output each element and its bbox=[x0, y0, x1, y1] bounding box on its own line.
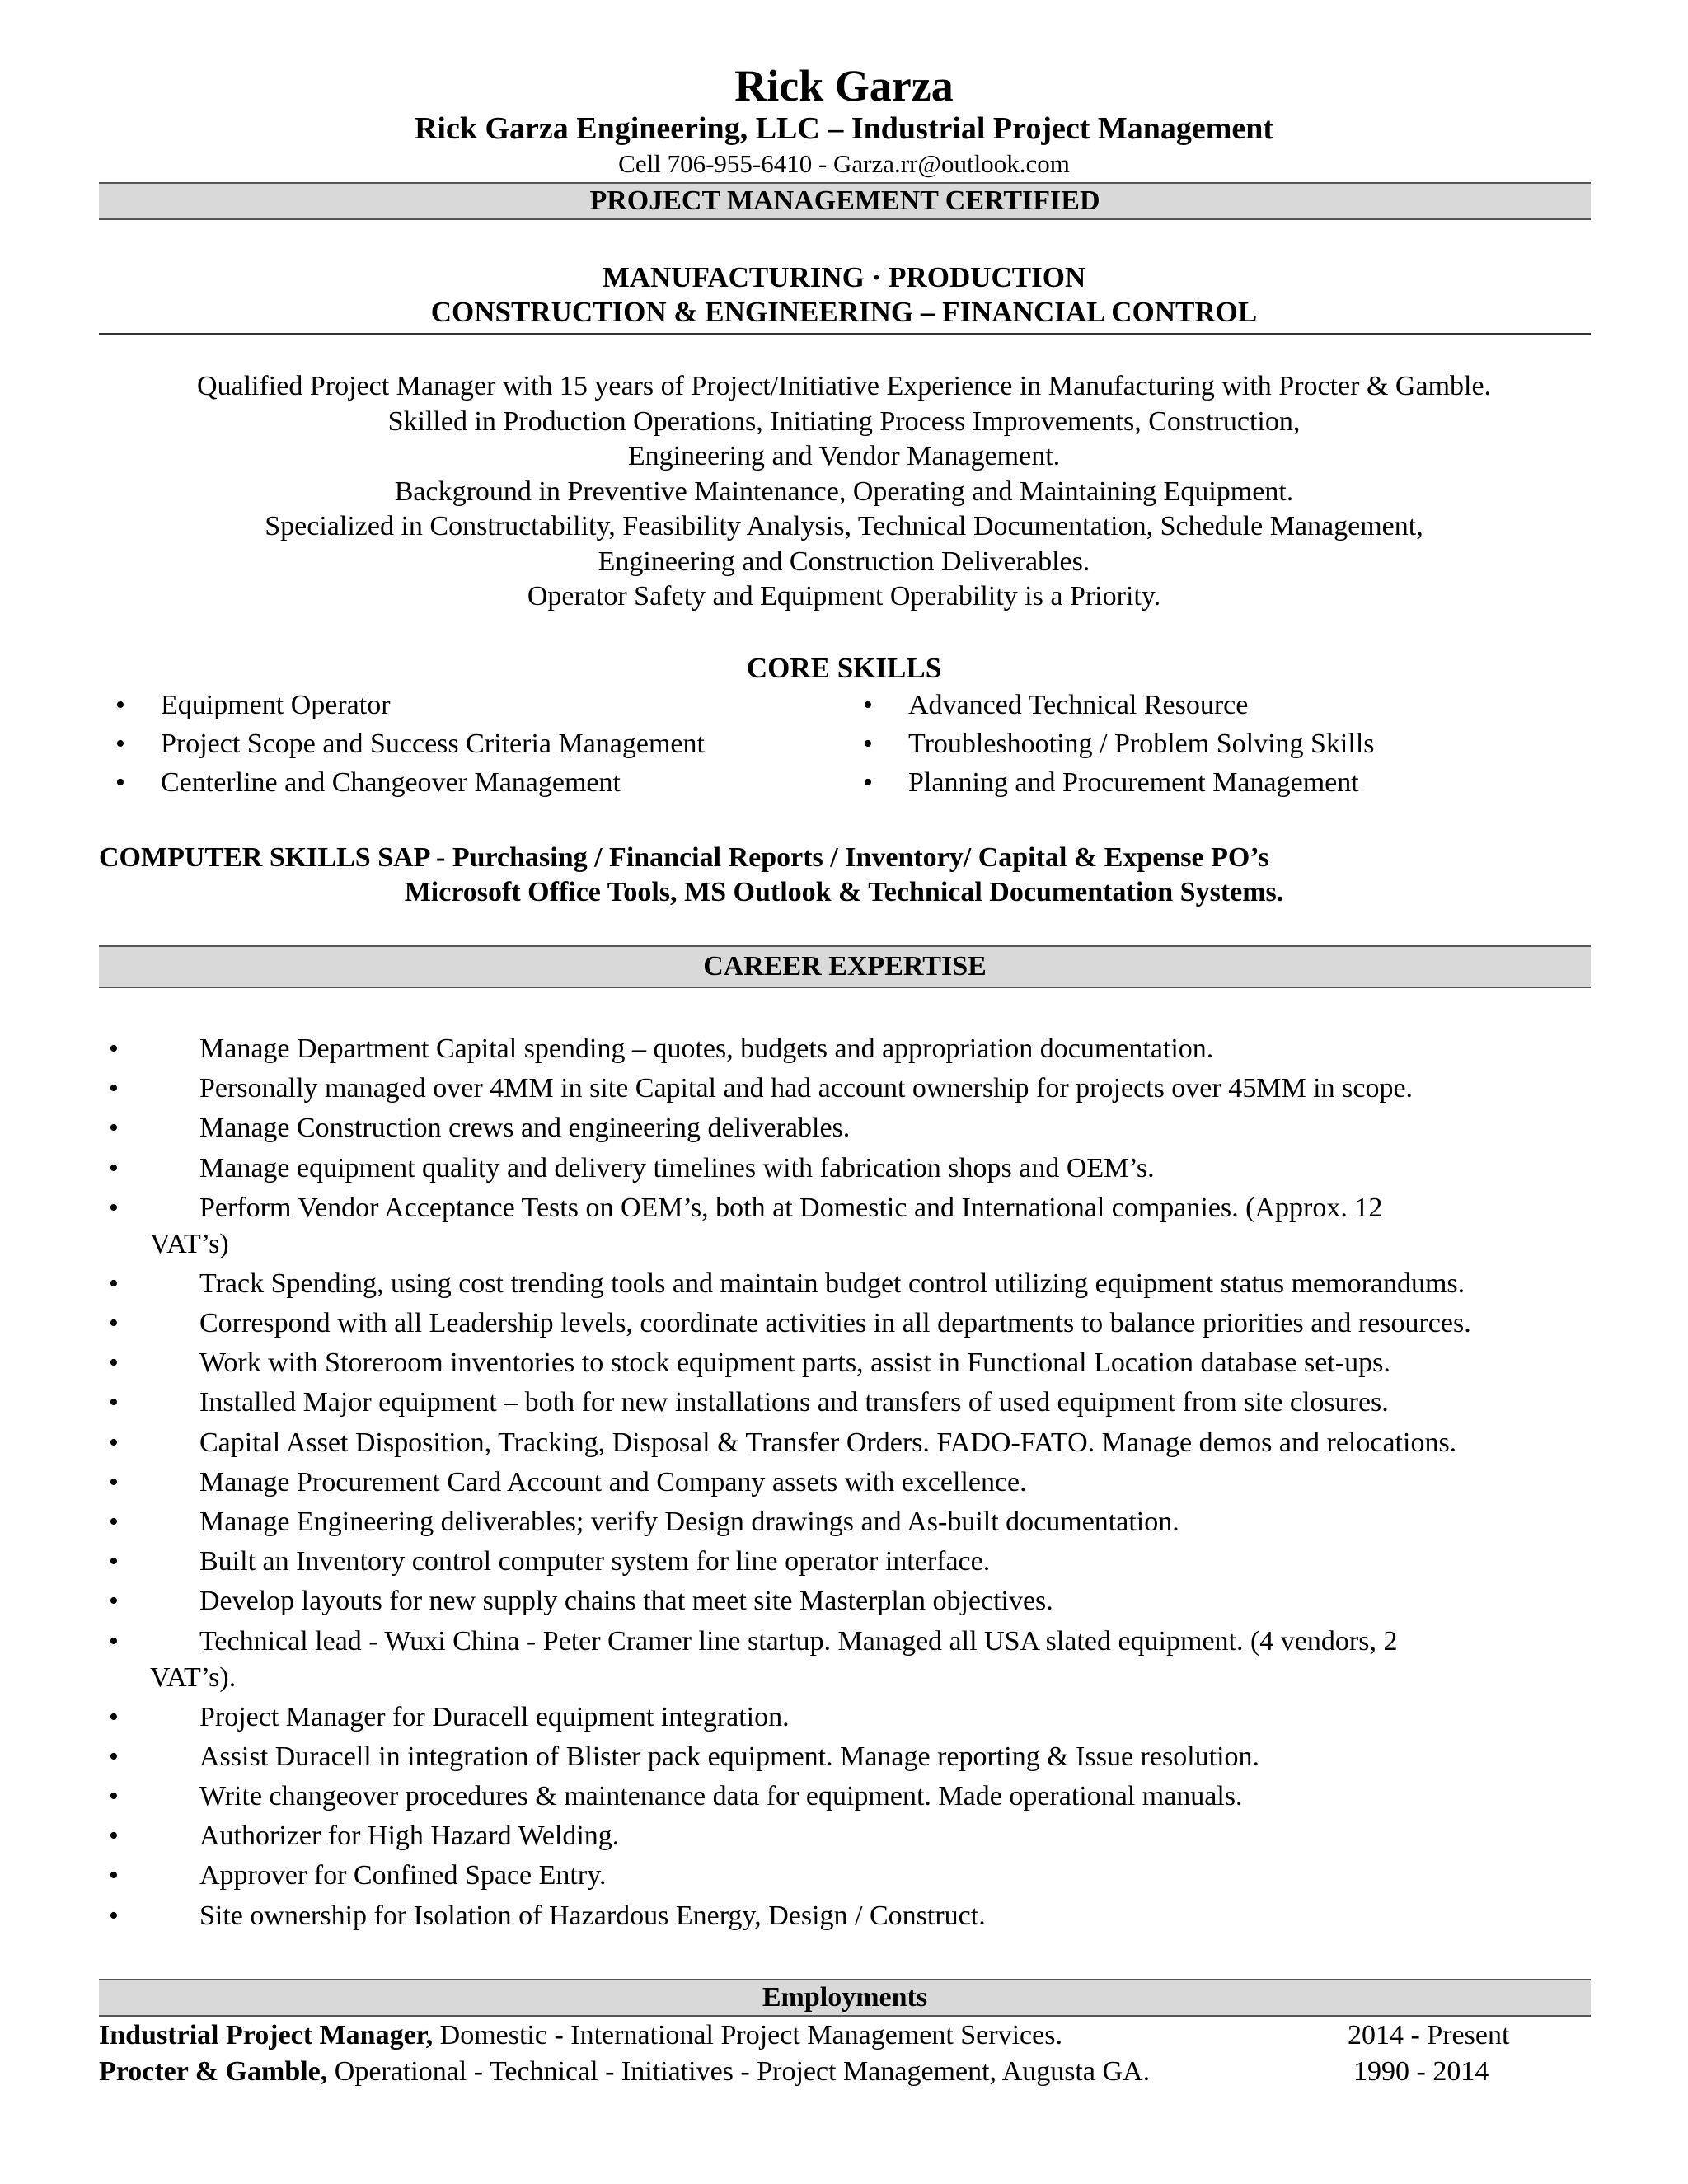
core-skills-heading: CORE SKILLS bbox=[746, 652, 942, 684]
career-item-text: Manage Department Capital spending – quotes, budgets and appropriation documentation. bbox=[199, 1033, 1214, 1064]
career-item-text: Assist Duracell in integration of Blister pack equipment. Manage reporting & Issue resolution. bbox=[199, 1741, 1260, 1772]
bullet-icon: • bbox=[109, 1033, 119, 1064]
focus-line-2: CONSTRUCTION & ENGINEERING – FINANCIAL CONTROL bbox=[430, 296, 1258, 328]
bullet-icon: • bbox=[115, 767, 125, 798]
computer-skills-label: COMPUTER SKILLS bbox=[99, 842, 371, 873]
summary-line: Engineering and Construction Deliverables. bbox=[598, 546, 1090, 577]
career-item-text: Work with Storeroom inventories to stock equipment parts, assist in Functional Location database set-ups. bbox=[199, 1347, 1390, 1379]
employments-heading: Employments bbox=[762, 1982, 928, 2013]
summary-line: Operator Safety and Equipment Operability is a Priority. bbox=[527, 581, 1161, 612]
contact-line: Cell 706-955-6410 - Garza.rr@outlook.com bbox=[618, 149, 1070, 178]
bullet-icon: • bbox=[109, 1860, 119, 1891]
summary-line: Specialized in Constructability, Feasibility Analysis, Technical Documentation, Schedule Management, bbox=[265, 511, 1423, 541]
bullet-icon: • bbox=[109, 1900, 119, 1931]
bullet-icon: • bbox=[109, 1073, 119, 1104]
career-item-text: Authorizer for High Hazard Welding. bbox=[199, 1821, 620, 1852]
focus-divider bbox=[99, 333, 1591, 335]
employment-row bbox=[99, 2055, 1591, 2089]
career-item-text: Approver for Confined Space Entry. bbox=[199, 1860, 607, 1891]
summary-line: Skilled in Production Operations, Initiating Process Improvements, Construction, bbox=[387, 405, 1301, 437]
computer-skills-sap: SAP - Purchasing / Financial Reports / Inventory/ Capital & Expense PO’s bbox=[377, 842, 1269, 873]
bullet-icon: • bbox=[109, 1387, 119, 1418]
summary-line: Engineering and Vendor Management. bbox=[627, 441, 1061, 471]
bullet-icon: • bbox=[109, 1308, 119, 1338]
certification-text: PROJECT MANAGEMENT CERTIFIED bbox=[589, 185, 1100, 216]
career-expertise-heading: CAREER EXPERTISE bbox=[703, 951, 987, 982]
bullet-icon: • bbox=[109, 1701, 119, 1732]
bullet-icon: • bbox=[863, 729, 873, 759]
professional-summary bbox=[0, 369, 1688, 615]
summary-line: Qualified Project Manager with 15 years of Project/Initiative Experience in Manufacturing with Procter & Gamble. bbox=[196, 371, 1492, 401]
certification-banner bbox=[99, 182, 1591, 220]
bullet-icon: • bbox=[115, 729, 125, 759]
employment-role: Procter & Gamble, bbox=[99, 2056, 328, 2087]
employment-description: Operational - Technical - Initiatives - Project Management, Augusta GA. bbox=[327, 2056, 1151, 2087]
bullet-icon: • bbox=[109, 1507, 119, 1537]
bullet-icon: • bbox=[109, 1268, 119, 1299]
career-item-text: Site ownership for Isolation of Hazardous Energy, Design / Construct. bbox=[199, 1900, 986, 1931]
bullet-icon: • bbox=[109, 1821, 119, 1852]
career-item-text: Manage Engineering deliverables; verify Design drawings and As-built documentation. bbox=[199, 1507, 1179, 1537]
computer-skills-line-1 bbox=[99, 841, 1269, 875]
career-item-text: Installed Major equipment – both for new installations and transfers of used equipment from site closures. bbox=[199, 1387, 1389, 1418]
career-item-text: Track Spending, using cost trending tools and maintain budget control utilizing equipment status memorandums. bbox=[199, 1268, 1465, 1299]
bullet-icon: • bbox=[109, 1546, 119, 1577]
career-item-continuation: VAT’s) bbox=[150, 1228, 229, 1259]
career-expertise-banner bbox=[99, 945, 1591, 988]
career-item-continuation: VAT’s). bbox=[150, 1661, 237, 1693]
resume-page: Rick Garza Rick Garza Engineering, LLC – Industrial Project Management Cell 706-955-6410 - Garza.rr@outlook.com PROJECT MANAGEMENT CERTIFIED MANUFACTURING · PRODUCTION CONSTRUCTION & ENGINEERING – FINANCIAL CONTROL Qualified Project Manager with 15 years of Project/Initiative Experience in Manufacturing with Procter & Gamble. Skilled in Production Operations, Initiating Process Improvements, Construction, Engineering and Vendor Management. Background in Preventive Maintenance, Operating and Maintaining Equipment. Specialized in Constructability, Feasibility Analysis, Technical Documentation, Schedule Management, Engineering and Construction Deliverables. Operator Safety and Equipment Operability is a Priority. CORE SKILLS • Equipment Operator • Project Scope and Success Criteria Management • Centerline and Changeover Management • Advanced Technical Resource • Troubleshooting / Problem Solving Skills • Planning and Procurement Management COMPUTER SKILLS SAP - Purchasing / Financial Reports / Inventory/ Capital & Expense PO’s Microsoft Office Tools, MS Outlook & Technical Documentation Systems. CAREER EXPERTISE • Manage Department Capital spending – quotes, budgets and appropriation documentation. • Personally managed over 4MM in site Capital and had account ownership for projects over 45MM in scope. • Manage Construction crews and engineering deliverables. • Manage equipment quality and delivery timelines with fabrication shops and OEM’s. • Perform Vendor Acceptance Tests on OEM’s, both at Domestic and International companies. (Approx. 12 VAT’s) • Track Spending, using cost trending tools and maintain budget control utilizing equipment status memorandums. • Correspond with all Leadership levels, coordinate activities in all departments to balance priorities and resources. • Work with Storeroom inventories to stock equipment parts, assist in Functional Location database set-ups. • Installed Major equipment – both for new installations and transfers of used equipment from site closures. • Capital Asset Disposition, Tracking, Disposal & Transfer Orders. FADO-FATO. Manage demos and relocations. • Manage Procurement Card Account and Company assets with excellence. • Manage Engineering deliverables; verify Design drawings and As-built documentation. • Built an Inventory control computer system for line operator interface. • Develop layouts for new supply chains that meet site Masterplan objectives. • Technical lead - Wuxi China - Peter Cramer line startup. Managed all USA slated equipment. (4 vendors, 2 VAT’s). • Project Manager for Duracell equipment integration. • Assist Duracell in integration of Blister pack equipment. Manage reporting & Issue resolution. • Write changeover procedures & maintenance data for equipment. Made operational manuals. • Authorizer for High Hazard Welding. • Approver for Confined Space Entry. • Site ownership for Isolation of Hazardous Energy, Design / Construct. Employments Industrial Project Manager, Domestic - International Project Management Services. 2014 - Present Procter & Gamble, Operational - Technical - Initiatives - Project Management, Augusta GA. 1990 - 2014 bbox=[0, 0, 1688, 2184]
bullet-icon: • bbox=[115, 690, 125, 720]
bullet-icon: • bbox=[109, 1152, 119, 1183]
bullet-icon: • bbox=[109, 1466, 119, 1497]
employment-years: 2014 - Present bbox=[1348, 2020, 1510, 2050]
bullet-icon: • bbox=[109, 1347, 119, 1379]
career-item-text: Manage equipment quality and delivery timelines with fabrication shops and OEM’s. bbox=[199, 1152, 1155, 1183]
employments-banner bbox=[99, 1979, 1591, 2017]
bullet-icon: • bbox=[109, 1192, 119, 1223]
bullet-icon: • bbox=[109, 1586, 119, 1617]
career-item-text: Technical lead - Wuxi China - Peter Cramer line startup. Managed all USA slated equipment. (4 vendors, 2 bbox=[199, 1625, 1398, 1657]
career-item-text: Write changeover procedures & maintenance data for equipment. Made operational manuals. bbox=[199, 1781, 1243, 1811]
career-item-text: Correspond with all Leadership levels, coordinate activities in all departments to balance priorities and resources. bbox=[199, 1308, 1471, 1338]
bullet-icon: • bbox=[863, 690, 873, 720]
employment-description: Domestic - International Project Management Services. bbox=[433, 2020, 1062, 2050]
career-item-text: Develop layouts for new supply chains that meet site Masterplan objectives. bbox=[199, 1586, 1053, 1617]
bullet-icon: • bbox=[109, 1427, 119, 1458]
career-item-text: Manage Construction crews and engineering deliverables. bbox=[199, 1113, 851, 1144]
computer-skills-line-2: Microsoft Office Tools, MS Outlook & Technical Documentation Systems. bbox=[404, 877, 1284, 907]
bullet-icon: • bbox=[863, 767, 873, 798]
summary-line: Background in Preventive Maintenance, Operating and Maintaining Equipment. bbox=[394, 476, 1294, 507]
bullet-icon: • bbox=[109, 1741, 119, 1772]
employment-years: 1990 - 2014 bbox=[1353, 2056, 1489, 2087]
career-item-text: Project Manager for Duracell equipment integration. bbox=[199, 1701, 790, 1732]
company-title: Rick Garza Engineering, LLC – Industrial Project Management bbox=[414, 111, 1274, 146]
career-item-text: Manage Procurement Card Account and Company assets with excellence. bbox=[199, 1466, 1027, 1497]
career-item-text: Built an Inventory control computer system for line operator interface. bbox=[199, 1546, 991, 1577]
career-item-text: Personally managed over 4MM in site Capital and had account ownership for projects over 45MM in scope. bbox=[199, 1073, 1414, 1104]
employment-role: Industrial Project Manager, bbox=[99, 2020, 434, 2050]
bullet-icon: • bbox=[109, 1625, 119, 1657]
bullet-icon: • bbox=[109, 1113, 119, 1144]
career-item-text: Capital Asset Disposition, Tracking, Disposal & Transfer Orders. FADO-FATO. Manage demos and relocations. bbox=[199, 1427, 1457, 1458]
bullet-icon: • bbox=[109, 1781, 119, 1811]
career-item-text: Perform Vendor Acceptance Tests on OEM’s, both at Domestic and International companies. (Approx. 12 bbox=[199, 1192, 1383, 1223]
employment-row bbox=[99, 2018, 1591, 2053]
focus-line-1: MANUFACTURING · PRODUCTION bbox=[602, 261, 1086, 293]
candidate-name: Rick Garza bbox=[734, 61, 954, 110]
